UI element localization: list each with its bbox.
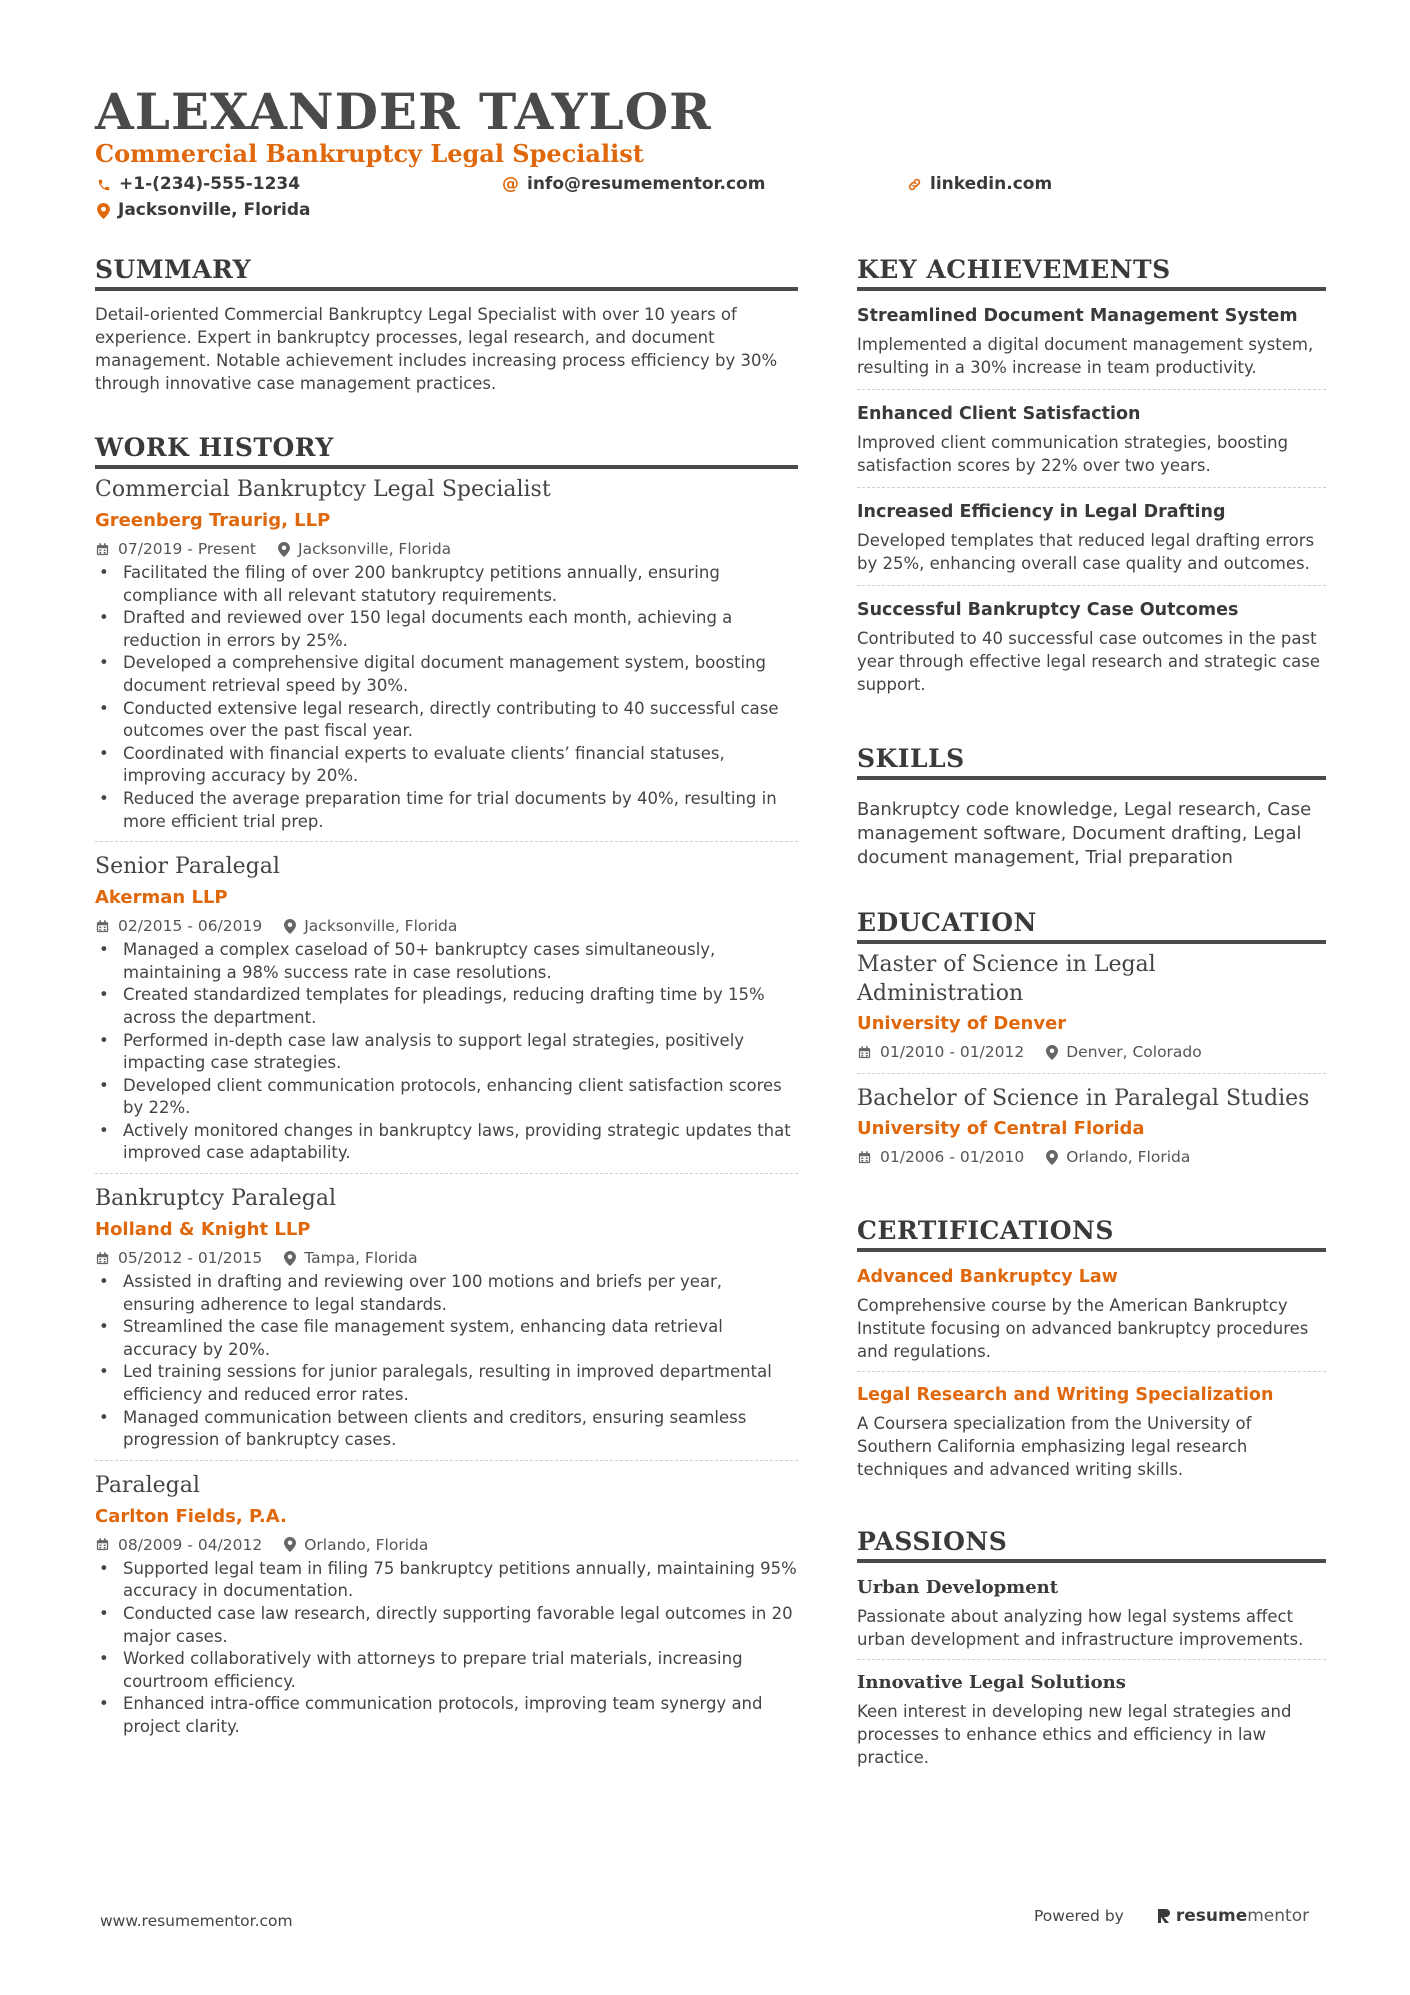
logo-text-part2: mentor: [1247, 1906, 1310, 1926]
candidate-name: ALEXANDER TAYLOR: [95, 82, 712, 141]
certification-item: [857, 1382, 1326, 1489]
list-item: • Developed client communication protocols, enhancing client satisfaction scores by 22%.: [123, 1075, 798, 1120]
section-heading: EDUCATION: [857, 908, 1326, 944]
education-section: [857, 908, 1326, 1178]
education-item: [857, 1084, 1326, 1178]
job-bullets: [95, 939, 798, 1165]
certification-title: Advanced Bankruptcy Law: [857, 1267, 1118, 1287]
achievement-text: Developed templates that reduced legal drafting errors by 25%, enhancing overall case quality and outcomes.: [857, 531, 1315, 573]
achievement-title: Enhanced Client Satisfaction: [857, 404, 1141, 424]
calendar-icon: [95, 1537, 110, 1552]
location-text: Jacksonville, Florida: [118, 200, 311, 220]
achievement-title: Successful Bankruptcy Case Outcomes: [857, 600, 1239, 620]
education-dates: 01/2010 - 01/2012: [880, 1043, 1025, 1061]
job-meta: [95, 1245, 798, 1271]
list-item: • Conducted extensive legal research, directly contributing to 40 successful case outcomes over the past fiscal year.: [123, 698, 798, 743]
list-item: • Performed in-depth case law analysis to support legal strategies, positively impacting case strategies.: [123, 1030, 798, 1075]
resumementor-logo-icon: [1156, 1907, 1172, 1925]
list-item: • Led training sessions for junior paralegals, resulting in improved departmental efficiency and reduced error rates.: [123, 1361, 798, 1406]
company-name: Akerman LLP: [95, 887, 228, 909]
company-name: Carlton Fields, P.A.: [95, 1505, 287, 1527]
list-item: • Created standardized templates for pleadings, reducing drafting time by 15% across the department.: [123, 984, 798, 1029]
passion-item: [857, 1670, 1326, 1777]
list-item: • Streamlined the case file management system, enhancing data retrieval accuracy by 20%.: [123, 1316, 798, 1361]
school-name: University of Denver: [857, 1013, 1067, 1034]
phone-icon: [97, 178, 111, 192]
list-item: • Developed a comprehensive digital document management system, boosting document retrieval speed by 30%.: [123, 652, 798, 697]
passions-section: [857, 1527, 1326, 1777]
achievements-section: [857, 255, 1326, 706]
section-heading: SKILLS: [857, 744, 1326, 780]
job-meta: [95, 536, 798, 562]
skills-section: [857, 744, 1326, 870]
section-heading: PASSIONS: [857, 1527, 1326, 1563]
education-location: Denver, Colorado: [1066, 1043, 1202, 1061]
contact-location: [97, 202, 311, 219]
calendar-icon: [95, 919, 110, 934]
list-item: • Conducted case law research, directly supporting favorable legal outcomes in 20 major cases.: [123, 1603, 798, 1648]
achievement-item: [857, 303, 1326, 390]
achievement-text: Improved client communication strategies, boosting satisfaction scores by 22% over two years.: [857, 433, 1289, 475]
job-dates: 08/2009 - 04/2012: [118, 1535, 263, 1554]
job-dates: 02/2015 - 06/2019: [118, 917, 263, 936]
job-entry: [95, 1471, 798, 1747]
passion-title: Urban Development: [857, 1577, 1059, 1598]
job-bullets: [95, 562, 798, 833]
skills-text: Bankruptcy code knowledge, Legal research, Case management software, Document drafting, Legal document management, Trial preparation: [857, 799, 1312, 868]
map-pin-icon: [284, 1251, 296, 1266]
resumementor-logo[interactable]: [1156, 1906, 1309, 1926]
certification-item: [857, 1264, 1326, 1372]
link-icon: [907, 177, 922, 192]
achievement-text: Contributed to 40 successful case outcomes in the past year through effective legal research and strategic case support.: [857, 629, 1321, 694]
school-name: University of Central Florida: [857, 1118, 1145, 1139]
education-meta: [857, 1144, 1326, 1170]
education-meta: [857, 1039, 1326, 1065]
job-dates: 05/2012 - 01/2015: [118, 1249, 263, 1268]
list-item: • Worked collaboratively with attorneys to prepare trial materials, increasing courtroom efficiency.: [123, 1648, 798, 1693]
job-dates: 07/2019 - Present: [118, 540, 256, 558]
linkedin-text: linkedin.com: [930, 174, 1053, 194]
at-icon: @: [502, 174, 519, 194]
left-column: [95, 255, 798, 1757]
job-entry: [95, 475, 798, 842]
job-location: Tampa, Florida: [304, 1249, 418, 1268]
right-column: [857, 255, 1326, 1815]
map-pin-icon: [97, 203, 110, 219]
job-bullets: [95, 1271, 798, 1452]
calendar-icon: [857, 1150, 872, 1165]
list-item: • Coordinated with financial experts to evaluate clients’ financial statuses, improving accuracy by 20%.: [123, 743, 798, 788]
contact-phone[interactable]: [97, 176, 300, 193]
calendar-icon: [95, 1251, 110, 1266]
job-location: Orlando, Florida: [304, 1535, 429, 1554]
job-entry: [95, 1184, 798, 1461]
list-item: • Supported legal team in filing 75 bankruptcy petitions annually, maintaining 95% accuracy in documentation.: [123, 1558, 798, 1603]
job-meta: [95, 913, 798, 939]
list-item: • Drafted and reviewed over 150 legal documents each month, achieving a reduction in errors by 25%.: [123, 607, 798, 652]
job-title: Paralegal: [95, 1472, 200, 1498]
footer-powered-by: [1034, 1906, 1309, 1926]
degree-name: Master of Science in Legal Administration: [857, 952, 1156, 1006]
job-location: Jacksonville, Florida: [298, 540, 452, 558]
achievement-item: [857, 401, 1326, 488]
job-bullets: [95, 1558, 798, 1739]
list-item: • Actively monitored changes in bankruptcy laws, providing strategic updates that improved case adaptability.: [123, 1120, 798, 1165]
powered-by-label: Powered by: [1034, 1907, 1124, 1925]
list-item: • Facilitated the filing of over 200 bankruptcy petitions annually, ensuring compliance with all relevant statutory requirements.: [123, 562, 798, 607]
job-location: Jacksonville, Florida: [304, 917, 458, 936]
passion-text: Keen interest in developing new legal strategies and processes to enhance ethics and efficiency in law practice.: [857, 1702, 1292, 1767]
section-heading: KEY ACHIEVEMENTS: [857, 255, 1326, 291]
passion-title: Innovative Legal Solutions: [857, 1672, 1126, 1693]
calendar-icon: [95, 542, 110, 557]
section-heading: SUMMARY: [95, 255, 798, 291]
map-pin-icon: [1046, 1045, 1058, 1060]
achievement-title: Increased Efficiency in Legal Drafting: [857, 502, 1226, 522]
contact-email[interactable]: [502, 176, 765, 193]
list-item: • Assisted in drafting and reviewing over 100 motions and briefs per year, ensuring adherence to legal standards.: [123, 1271, 798, 1316]
certifications-section: [857, 1216, 1326, 1489]
achievement-item: [857, 597, 1326, 706]
calendar-icon: [857, 1045, 872, 1060]
footer-website[interactable]: www.resumementor.com: [100, 1912, 293, 1930]
passion-item: [857, 1575, 1326, 1660]
logo-text-part1: resume: [1175, 1906, 1248, 1926]
list-item: • Enhanced intra-office communication protocols, improving team synergy and project clarity.: [123, 1693, 798, 1738]
job-entry: [95, 852, 798, 1174]
job-meta: [95, 1532, 798, 1558]
certification-title: Legal Research and Writing Specialization: [857, 1385, 1274, 1405]
achievement-text: Implemented a digital document management system, resulting in a 30% increase in team productivity.: [857, 335, 1314, 377]
degree-name: Bachelor of Science in Paralegal Studies: [857, 1086, 1310, 1111]
job-title: Bankruptcy Paralegal: [95, 1186, 336, 1212]
summary-section: [95, 255, 798, 395]
job-title: Senior Paralegal: [95, 854, 280, 880]
email-text: info@resumementor.com: [527, 174, 766, 194]
achievement-item: [857, 499, 1326, 586]
candidate-title: Commercial Bankruptcy Legal Specialist: [95, 139, 644, 168]
map-pin-icon: [284, 919, 296, 934]
summary-text: Detail-oriented Commercial Bankruptcy Legal Specialist with over 10 years of experience. Expert in bankruptcy processes, legal research, and document management. Notable achievement includes increasing process efficiency by 30% through innovative case management practices.: [95, 305, 778, 393]
phone-text: +1-(234)-555-1234: [119, 174, 301, 194]
company-name: Greenberg Traurig, LLP: [95, 510, 331, 531]
list-item: • Managed a complex caseload of 50+ bankruptcy cases simultaneously, maintaining a 98% success rate in case resolutions.: [123, 939, 798, 984]
map-pin-icon: [1046, 1150, 1058, 1165]
job-title: Commercial Bankruptcy Legal Specialist: [95, 477, 551, 502]
map-pin-icon: [284, 1537, 296, 1552]
education-dates: 01/2006 - 01/2010: [880, 1148, 1025, 1166]
work-history-section: [95, 433, 798, 1747]
section-heading: WORK HISTORY: [95, 433, 798, 469]
contact-linkedin[interactable]: [907, 176, 1052, 193]
certification-text: Comprehensive course by the American Bankruptcy Institute focusing on advanced bankruptcy procedures and regulations.: [857, 1296, 1309, 1361]
list-item: • Managed communication between clients and creditors, ensuring seamless progression of bankruptcy cases.: [123, 1407, 798, 1452]
map-pin-icon: [278, 542, 290, 557]
certification-text: A Coursera specialization from the University of Southern California emphasizing legal research techniques and advanced writing skills.: [857, 1414, 1252, 1479]
education-item: [857, 950, 1326, 1074]
achievement-title: Streamlined Document Management System: [857, 306, 1298, 326]
section-heading: CERTIFICATIONS: [857, 1216, 1326, 1252]
list-item: • Reduced the average preparation time for trial documents by 40%, resulting in more efficient trial prep.: [123, 788, 798, 833]
company-name: Holland & Knight LLP: [95, 1219, 311, 1241]
passion-text: Passionate about analyzing how legal systems affect urban development and infrastructure improvements.: [857, 1607, 1304, 1649]
education-location: Orlando, Florida: [1066, 1148, 1191, 1166]
